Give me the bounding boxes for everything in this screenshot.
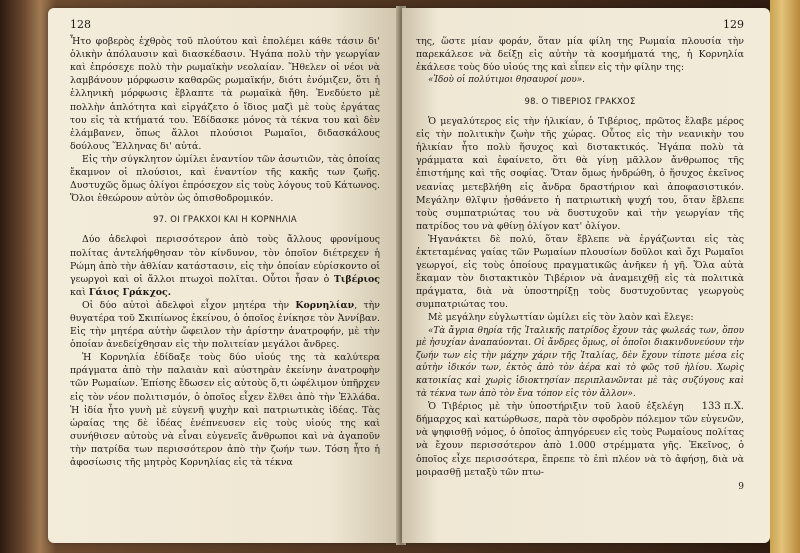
- section-heading: 97. ΟΙ ΓΡΑΚΧΟΙ ΚΑΙ Η ΚΟΡΝΗΛΙΑ: [153, 214, 297, 225]
- section-heading: 98. Ο ΤΙΒΕΡΙΟΣ ΓΡΑΚΧΟΣ: [524, 95, 636, 106]
- paragraph: [70, 233, 380, 298]
- paragraph: Ὁ μεγαλύτερος εἰς τὴν ἡλικίαν, ὁ Τιβέριος, πρῶτος ἔλαβε μέρος εἰς τὴν πολιτικὴν ζωὴν τῆς χώρας. Οὗτος εἰς τὴν νεανικὴν του ἡλικίαν ἦτο πολὺ ἥσυχος καὶ διστακτικός. Ἠγάπα πολὺ τὰ γράμματα καὶ ἐφαίνετο, ὅτι θὰ γίνῃ μᾶλλον ἄνθρωπος τῆς ἐπιστήμης καὶ τῆς σοφίας. Ὅταν ὅμως ἠνδρώθη, ὁ ἥσυχος ἐκεῖνος νεανίας μετεβλήθη εἰς ἄνδρα δραστήριον καὶ ἀποφασιστικόν. Μεγάλην θλῖψιν ᾐσθάνετο ἡ πατριωτικὴ ψυχή του, ὅταν ἔβλεπε τοὺς συμπατριώτας του νὰ δυστυχοῦν καὶ τὴν γεωργίαν τῆς πατρίδος του νὰ φθίνῃ ὀλίγον κατ' ὀλίγον.: [416, 116, 744, 232]
- paragraph: Ἦτο φοβερὸς ἐχθρὸς τοῦ πλούτου καὶ ἐπολέμει κάθε τάσιν δι' ὁλικὴν ἀπόλαυσιν καὶ διασκέδασιν. Ἠγάπα πολὺ τὴν γεωργίαν καὶ ἐπρόσεχε πολὺ τὴν ρωμαϊκὴν νεολαίαν. Ἤθελεν οἱ νέοι νὰ λαμβάνουν μόρφωσιν καθαρῶς ρωμαϊκήν, διότι ἐνόμιζεν, ὅτι ἡ ἑλληνικὴ μόρφωσις ἔβλαπτε τὰ ρωμαϊκὰ ἤθη. Ἐνεδύετο μὲ πολλὴν ἁπλότητα καὶ εἰργάζετο ὁ ἴδιος μαζὶ μὲ τοὺς ἐργάτας του εἰς τὰ κτήματά του. Ἐδίδασκε μόνος τὰ τέκνα του καὶ δὲν ἐλάμβανεν, ὅπως ἄλλοι πλούσιοι Ρωμαῖοι, διδασκάλους δούλους Ἕλληνας δι' αὐτά.: [70, 36, 380, 152]
- right-page-text: [416, 18, 744, 494]
- name-tiberius: Τιβέριος: [333, 273, 380, 285]
- margin-date-note: 133 π.Χ.: [701, 401, 744, 413]
- paragraph-text: , τὴν θυγατέρα τοῦ Σκιπίωνος ἐκείνου, ὁ ὁποῖος ἐνίκησε τὸν Ἀννίβαν. Εἰς τὴν μητέρα αὐτὴν ὤφειλον τὴν ἀρίστην ἀνατροφήν, μὲ τὴν ὁποίαν ἀνεδείχθησαν εἰς τὴν πολιτείαν μεγάλοι ἄνδρες.: [70, 299, 380, 351]
- left-page-text: [70, 18, 380, 469]
- paragraph-text: Οἱ δύο αὐτοὶ ἀδελφοὶ εἶχον μητέρα τὴν: [82, 299, 296, 311]
- quote: «Ἰδοὺ οἱ πολύτιμοι θησαυροί μου».: [428, 75, 585, 86]
- signature-mark: 9: [738, 481, 744, 492]
- paragraph: Μὲ μεγάλην εὐγλωττίαν ὡμίλει εἰς τὸν λαὸν καὶ ἔλεγε:: [428, 312, 694, 324]
- paragraph: [416, 400, 744, 479]
- page-number-left: 128: [70, 18, 91, 31]
- conjunction-text: καὶ: [70, 286, 89, 298]
- name-cornelia: Κορνηλίαν: [295, 299, 355, 311]
- paragraph-text: Ὁ Τιβέριος μὲ τὴν ὑποστήριξιν τοῦ λαοῦ ἐξελέγη δήμαρχος καὶ κατώρθωσε, παρὰ τὸν σφοδρὸν πόλεμον τῶν εὐγενῶν, νὰ ψηφισθῇ νόμος, ὁ ὁποῖος ἀπηγόρευεν εἰς τοὺς Ρωμαίους πολίτας νὰ ἔχουν περισσότερον ἀπὸ 1.000 στρέμματα γῆς. Ἐκεῖνος, ὁ ὁποῖος εἶχε περισσότερα, ἔπρεπε τὸ ἐπὶ πλέον νὰ τὸ ἀφήσῃ, διὰ νὰ μοιρασθῇ μεταξὺ τῶν πτω-: [416, 401, 744, 478]
- page-edges: [770, 0, 800, 553]
- paragraph-text: Δύο ἀδελφοὶ περισσότερον ἀπὸ τοὺς ἄλλους φρονίμους πολίτας ἀντελήφθησαν τὸν κίνδυνον, τὸν ὁποῖον διέτρεχεν ἡ Ρώμη ἀπὸ τὴν ἀθλίαν κατάστασιν, εἰς τὴν ὁποίαν εὑρίσκοντο οἱ γεωργοὶ καὶ οἱ ἄλλοι πτωχοὶ πολῖται. Οὗτοι ἦσαν ὁ: [70, 234, 380, 285]
- left-page: [48, 8, 400, 543]
- paragraph: Ἠγανάκτει δὲ πολύ, ὅταν ἔβλεπε νὰ ἐργάζωνται εἰς τὰς ἐκτεταμένας γαίας τῶν Ρωμαίων πλουσίων δοῦλοι καὶ ὄχι Ρωμαῖοι γεωργοί, εἰς τοὺς ὁποίους πραγματικῶς ἀνῆκεν ἡ γῆ. Ὅλα αὐτὰ ἔκαμαν τὸν διστακτικὸν Τιβέριον νὰ ἀναμειχθῇ εἰς τὰ πολιτικὰ πράγματα, διὰ νὰ ὑποστηρίξῃ τοὺς δυστυχοῦντας γεωργοὺς συμπατριώτας του.: [416, 233, 744, 311]
- paragraph: Ἡ Κορνηλία ἐδίδαξε τοὺς δύο υἱούς της τὰ καλύτερα πράγματα ἀπὸ τὴν παλαιὰν καὶ αὐστηρὰν ἐκείνην ἀνατροφὴν τῶν Ρωμαίων. Ἐπίσης ἔδωσεν εἰς αὐτοὺς ὅ,τι ὠφέλιμον ὑπῆρχεν εἰς τὸν νέον πολιτισμόν, ὁ ὁποῖος εἶχεν ἔλθει ἀπὸ τὴν Ἑλλάδα. Ἡ ἰδία ἦτο γυνὴ μὲ εὐγενῆ ψυχὴν καὶ πατριωτικὰς ἰδέας. Τὰς ὡραίας της δὲ ἰδέας ἐνέπνευσεν εἰς τοὺς υἱούς της καὶ συνήθισεν αὐτοὺς νὰ εἶναι εὐγενεῖς ἄνθρωποι καὶ νὰ ἀγαποῦν τὴν πατρίδα των περισσότερον ἀπὸ τὴν ζωήν των. Τόση ἦτο ἡ ἀφοσίωσις τῆς μητρὸς Κορνηλίας εἰς τὰ τέκνα: [70, 352, 380, 468]
- right-page: [402, 8, 770, 543]
- paragraph: Εἰς τὴν σύγκλητον ὡμίλει ἐναντίον τῶν ἀσωτιῶν, τὰς ὁποίας ἔκαμνον οἱ πλούσιοι, καὶ ἐναντίον τῆς κακῆς των ζωῆς. Δυστυχῶς ὅμως ὀλίγοι ἐπρόσεχον εἰς τοὺς λόγους τοῦ Κάτωνος. Ὅλοι ἐθεώρουν αὐτὸν ὡς ὀπισθοδρομικόν.: [70, 153, 380, 205]
- paragraph: [70, 299, 380, 351]
- name-gaius: Γάιος Γράκχος.: [88, 286, 172, 298]
- paragraph: της, ὥστε μίαν φοράν, ὅταν μία φίλη της Ρωμαία πλουσία τὴν παρεκάλεσε νὰ δείξῃ εἰς αὐτὴν τὰ κοσμήματά της, ἡ Κορνηλία ἐκάλεσε τοὺς δύο υἱούς της καὶ εἶπεν εἰς τὴν φίλην της:: [416, 36, 744, 74]
- quote: «Τὰ ἄγρια θηρία τῆς Ἰταλικῆς πατρίδος ἔχουν τὰς φωλεάς των, ὅπου μὲ ἡσυχίαν ἀναπαύονται. Οἱ ἄνδρες ὅμως, οἱ ὁποῖοι διακινδυνεύουν τὴν ζωήν των εἰς τὴν μάχην χάριν τῆς Ἰταλίας, δὲν ἔχουν τίποτε μέσα εἰς αὐτὴν ἰδικόν των, ἐκτὸς ἀπὸ τὸν ἀέρα καὶ τὸ φῶς τοῦ ἡλίου. Χωρὶς κατοικίας καὶ χωρὶς ἰδιοκτησίαν περιπλανῶνται μὲ τὰς συζύγους καὶ τὰ τέκνα των ἀπὸ τὸν ἕνα τόπον εἰς τὸν ἄλλον».: [416, 325, 744, 399]
- page-number-right: 129: [723, 18, 744, 31]
